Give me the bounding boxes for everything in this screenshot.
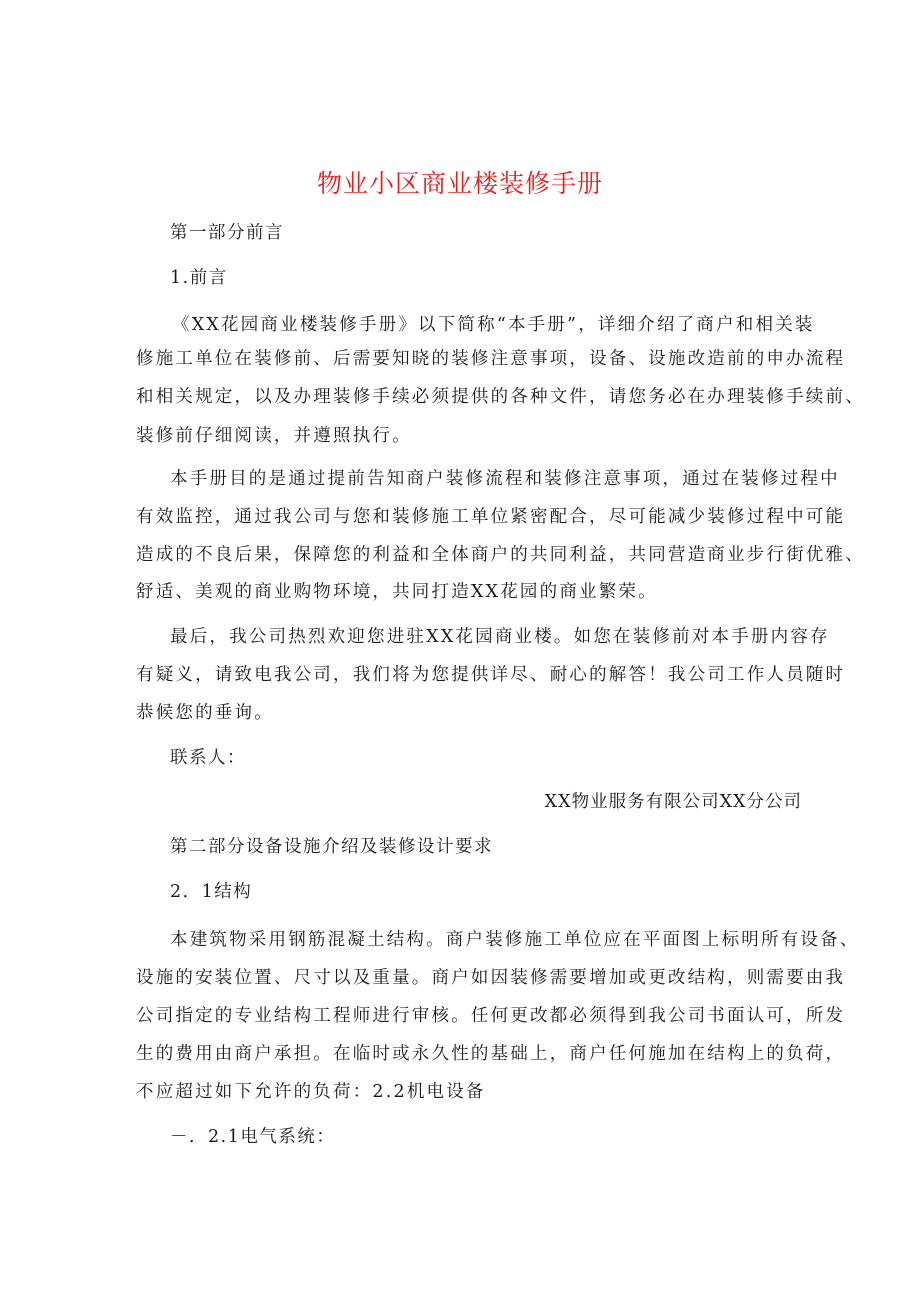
paragraph-4-line: 公司指定的专业结构工程师进行审核。任何更改都必须得到我公司书面认可，所发: [136, 1006, 846, 1026]
document-title: 物业小区商业楼装修手册: [316, 169, 603, 198]
paragraph-4-line: 本建筑物采用钢筋混凝土结构。商户装修施工单位应在平面图上标明所有设备、: [170, 930, 860, 950]
part-2-heading: 第二部分设备设施介绍及装修设计要求: [170, 837, 493, 857]
paragraph-1-line: 装修前仔细阅读，并遵照执行。: [136, 426, 412, 446]
section-2-2-1-heading: －．2.1电气系统：: [170, 1127, 336, 1147]
paragraph-4-line: 不应超过如下允许的负荷：2.2机电设备: [136, 1082, 486, 1102]
paragraph-4-line: 设施的安装位置、尺寸以及重量。商户如因装修需要增加或更改结构，则需要由我: [136, 968, 846, 988]
paragraph-4-line: 生的费用由商户承担。在临时或永久性的基础上，商户任何施加在结构上的负荷，: [136, 1044, 846, 1064]
section-1-heading: 1.前言: [170, 268, 228, 288]
paragraph-3-line: 恭候您的垂询。: [136, 703, 274, 723]
paragraph-2-line: 舒适、美观的商业购物环境，共同打造XX花园的商业繁荣。: [136, 582, 658, 602]
section-2-1-heading: 2．1结构: [170, 882, 253, 902]
contact-label: 联系人：: [170, 748, 246, 768]
paragraph-2-line: 有效监控，通过我公司与您和装修施工单位紧密配合，尽可能减少装修过程中可能: [136, 507, 846, 527]
paragraph-1-line: 和相关规定，以及办理装修手续必须提供的各种文件，请您务必在办理装修手续前、: [136, 387, 865, 407]
paragraph-2-line: 造成的不良后果，保障您的利益和全体商户的共同利益，共同营造商业步行街优雅、: [136, 545, 865, 565]
part-1-heading: 第一部分前言: [170, 223, 284, 243]
company-signature: XX物业服务有限公司XX分公司: [544, 792, 802, 812]
paragraph-1-line: 修施工单位在装修前、后需要知晓的装修注意事项，设备、设施改造前的申办流程: [136, 349, 846, 369]
paragraph-1-line: 《XX花园商业楼装修手册》以下简称“本手册”，详细介绍了商户和相关装: [172, 315, 815, 335]
paragraph-3-line: 有疑义，请致电我公司，我们将为您提供详尽、耐心的解答！我公司工作人员随时: [136, 665, 846, 685]
paragraph-2-line: 本手册目的是通过提前告知商户装修流程和装修注意事项，通过在装修过程中: [170, 469, 840, 489]
paragraph-3-line: 最后，我公司热烈欢迎您进驻XX花园商业楼。如您在装修前对本手册内容存: [170, 627, 830, 647]
